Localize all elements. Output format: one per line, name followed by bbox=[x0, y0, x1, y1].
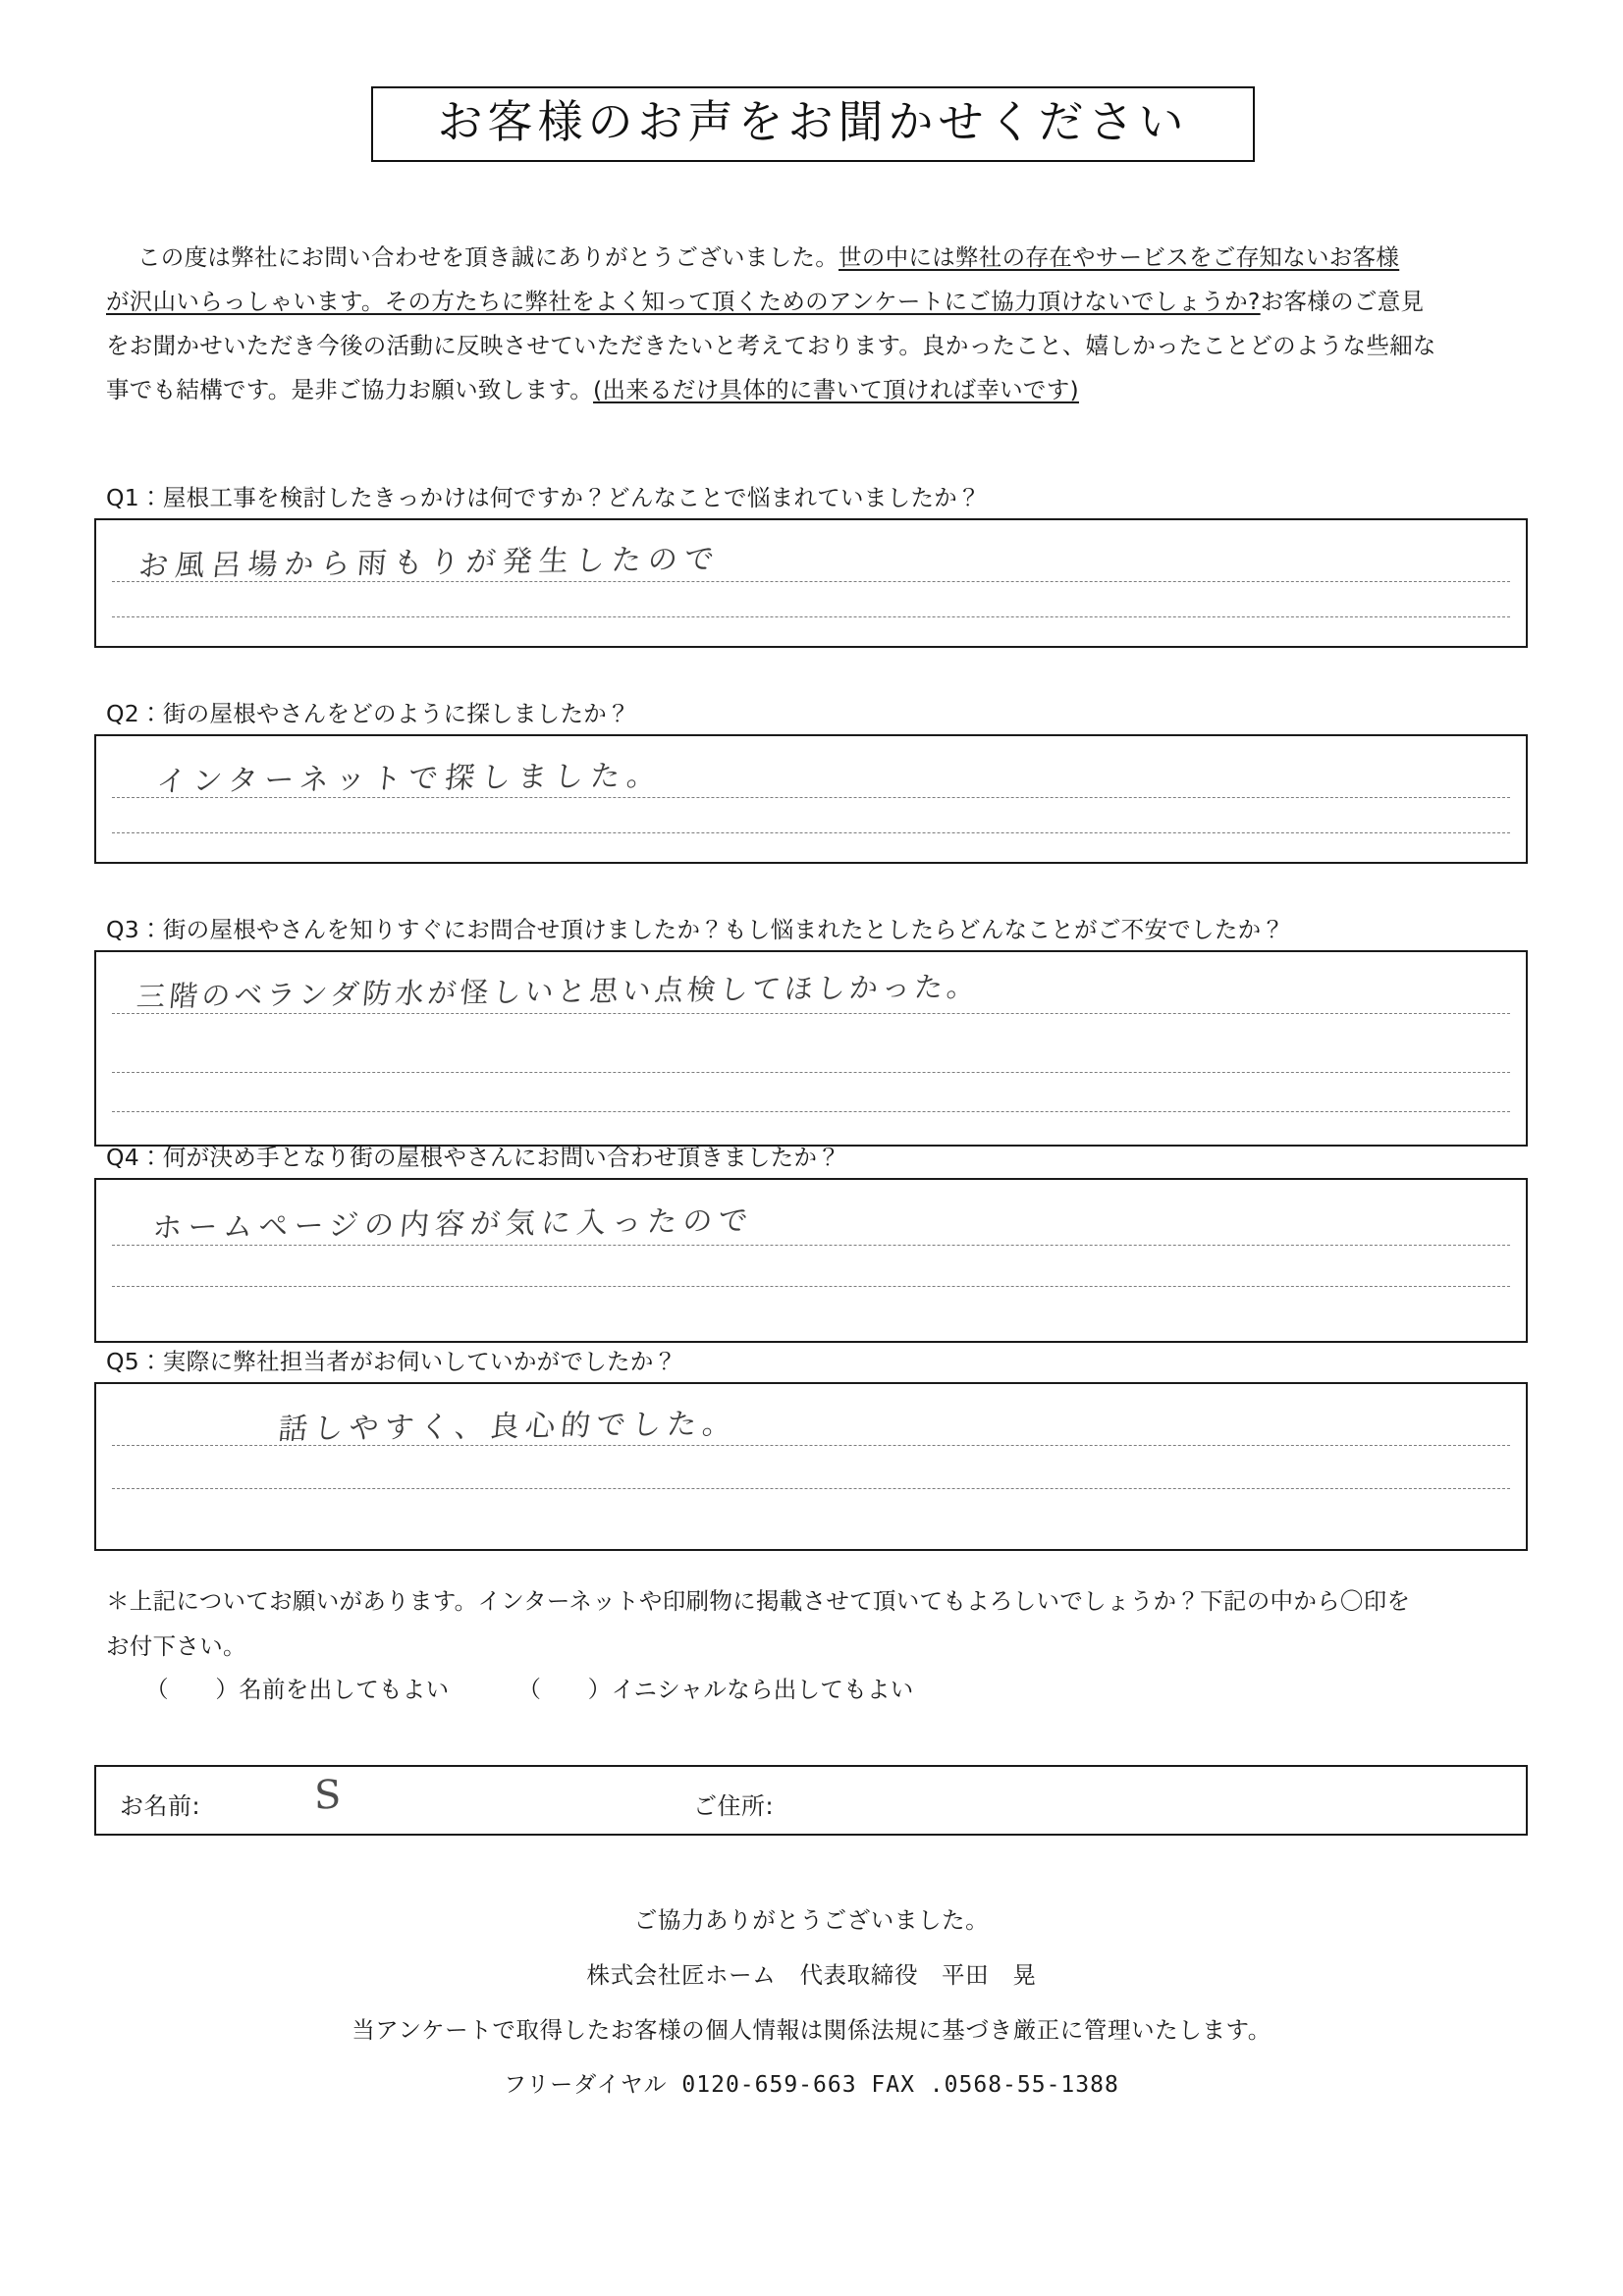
question-label-q5: Q5：実際に弊社担当者がお伺いしていかがでしたか？ bbox=[106, 1348, 677, 1375]
page-title-box bbox=[371, 86, 1255, 162]
answer-rule bbox=[112, 1111, 1510, 1112]
intro-line-4 bbox=[106, 368, 1530, 412]
intro-paragraph bbox=[106, 236, 1530, 412]
permission-option-initials[interactable]: （ ）イニシャルなら出してもよい bbox=[517, 1676, 914, 1703]
handwritten-answer-q1: お風呂場から雨もりが発生したので bbox=[136, 542, 723, 584]
intro-line-2-plain: お客様のご意見 bbox=[1260, 288, 1425, 315]
footer-contact: フリーダイヤル 0120-659-663 FAX .0568-55-1388 bbox=[504, 2072, 1119, 2098]
page-title: お客様のお声をお聞かせください bbox=[437, 95, 1189, 148]
answer-rule bbox=[112, 1072, 1510, 1073]
footer-privacy: 当アンケートで取得したお客様の個人情報は関係法規に基づき厳正に管理いたします。 bbox=[352, 2016, 1271, 2044]
question-label-q3: Q3：街の屋根やさんを知りすぐにお問合せ頂けましたか？もし悩まれたとしたらどんなことがご不安でしたか？ bbox=[106, 916, 1285, 943]
footer bbox=[0, 1893, 1623, 2112]
intro-line-2-underlined: が沢山いらっしゃいます。その方たちに弊社をよく知って頂くためのアンケートにご協力頂けないでしょうか? bbox=[106, 288, 1261, 315]
answer-box-q1[interactable] bbox=[94, 518, 1528, 648]
handwritten-answer-q5: 話しやすく、良心的でした。 bbox=[276, 1407, 739, 1447]
intro-line-2 bbox=[106, 280, 1530, 324]
answer-box-q2[interactable] bbox=[94, 734, 1528, 864]
intro-line-4-underlined: (出来るだけ具体的に書いて頂ければ幸いです) bbox=[593, 376, 1079, 403]
intro-line-1 bbox=[106, 236, 1530, 280]
intro-line-3: をお聞かせいただき今後の活動に反映させていただきたいと考えております。良かったこと、嬉しかったことどのような些細な bbox=[106, 332, 1436, 359]
question-label-q2: Q2：街の屋根やさんをどのように探しましたか？ bbox=[106, 700, 630, 727]
answer-rule bbox=[112, 1013, 1510, 1014]
handwritten-answer-q3: 三階のベランダ防水が怪しいと思い点検してほしかった。 bbox=[135, 969, 981, 1014]
answer-rule bbox=[112, 832, 1510, 833]
answer-rule bbox=[112, 1286, 1510, 1287]
permission-note-line-2: お付下さい。 bbox=[106, 1632, 246, 1660]
intro-line-1-plain: この度は弊社にお問い合わせを頂き誠にありがとうございました。 bbox=[137, 243, 839, 271]
answer-rule bbox=[112, 616, 1510, 617]
name-label: お名前: bbox=[120, 1792, 201, 1820]
footer-company: 株式会社匠ホーム 代表取締役 平田 晃 bbox=[586, 1961, 1037, 1989]
question-label-q1: Q1：屋根工事を検討したきっかけは何ですか？どんなことで悩まれていましたか？ bbox=[106, 484, 981, 511]
answer-rule bbox=[112, 1245, 1510, 1246]
name-value-handwritten: S bbox=[314, 1771, 342, 1820]
answer-rule bbox=[112, 1488, 1510, 1489]
permission-note bbox=[106, 1578, 1530, 1669]
permission-note-line-1: ＊上記についてお願いがあります。インターネットや印刷物に掲載させて頂いてもよろしいでしょうか？下記の中から〇印を bbox=[106, 1587, 1411, 1615]
permission-options bbox=[145, 1671, 914, 1704]
handwritten-answer-q2: インターネットで探しました。 bbox=[154, 758, 665, 800]
intro-line-1-underlined: 世の中には弊社の存在やサービスをご存知ないお客様 bbox=[839, 243, 1400, 271]
question-label-q4: Q4：何が決め手となり街の屋根やさんにお問い合わせ頂きましたか？ bbox=[106, 1144, 841, 1171]
handwritten-answer-q4: ホームページの内容が気に入ったので bbox=[150, 1203, 756, 1246]
permission-option-full-name[interactable]: （ ）名前を出してもよい bbox=[145, 1676, 450, 1703]
intro-line-4-plain: 事でも結構です。是非ご協力お願い致します。 bbox=[106, 376, 594, 403]
address-label: ご住所: bbox=[693, 1792, 775, 1820]
footer-thanks: ご協力ありがとうございました。 bbox=[633, 1906, 990, 1934]
identity-row bbox=[94, 1765, 1528, 1836]
